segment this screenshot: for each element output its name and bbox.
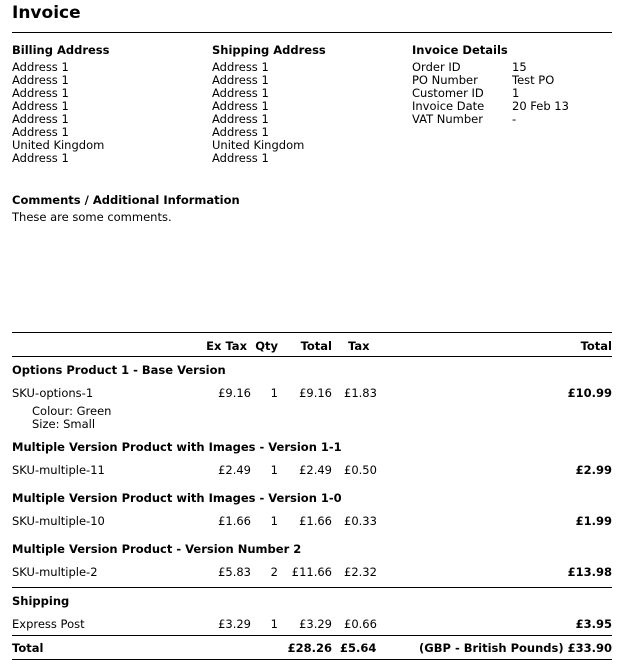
table-top-rule [12,332,612,333]
item-sku: SKU-multiple-11 [12,463,105,477]
details-label: Invoice Date [412,99,485,113]
item-total: £1.66 [299,514,332,528]
option-text: Colour: Green [32,404,112,418]
item-ex-tax: £2.49 [218,463,251,477]
shipping-address-heading: Shipping Address [212,43,326,57]
billing-line: Address 1 [12,112,69,126]
shipping-line: Address 1 [212,112,269,126]
item-qty: 2 [270,565,278,579]
item-row [12,463,612,477]
item-ex-tax: £1.66 [218,514,251,528]
item-sku: SKU-multiple-2 [12,565,98,579]
grand-total-label: Total [12,641,44,655]
details-value: 1 [512,86,520,100]
col-total: Total [300,339,332,353]
item-sku: SKU-multiple-10 [12,514,105,528]
billing-line: Address 1 [12,99,69,113]
item-qty: 1 [270,463,278,477]
product-name: Options Product 1 - Base Version [12,363,226,377]
item-tax: £1.83 [344,386,377,400]
billing-line: Address 1 [12,60,69,74]
shipping-line-total: £3.95 [575,617,612,631]
total-rule [12,635,612,636]
grand-total-amount: £28.26 [287,641,332,655]
item-row [12,386,612,400]
details-value: 20 Feb 13 [512,99,569,113]
item-total: £9.16 [299,386,332,400]
item-option [32,404,625,418]
bottom-rule [12,659,612,660]
item-tax: £0.33 [344,514,377,528]
option-text: Size: Small [32,417,96,431]
item-name [12,440,612,454]
item-tax: £2.32 [344,565,377,579]
shipping-line: Address 1 [212,99,269,113]
col-line-total: Total [580,339,612,353]
shipping-row [12,617,612,631]
shipping-line: United Kingdom [212,138,305,152]
header-rule [12,356,612,357]
shipping-total: £3.29 [299,617,332,631]
comments-text: These are some comments. [12,210,172,224]
shipping-line: Address 1 [212,151,269,165]
billing-line: Address 1 [12,73,69,87]
item-line-total: £10.99 [567,386,612,400]
invoice-title: Invoice [12,3,81,23]
shipping-address-lines [212,61,326,165]
item-line-total: £1.99 [575,514,612,528]
comments-heading: Comments / Additional Information [12,193,240,207]
title-divider [12,32,612,33]
item-name [12,491,612,505]
details-row-vat-number [412,113,569,126]
details-label: VAT Number [412,112,483,126]
col-tax: Tax [348,339,370,353]
shipping-qty: 1 [270,617,278,631]
billing-line: Address 1 [12,86,69,100]
product-name: Multiple Version Product - Version Number 2 [12,542,302,556]
billing-line: Address 1 [12,125,69,139]
table-header [12,339,612,353]
shipping-line: Address 1 [212,125,269,139]
product-name: Multiple Version Product with Images - Version 1-0 [12,491,342,505]
invoice-page [12,0,612,655]
item-ex-tax: £5.83 [218,565,251,579]
item-total: £2.49 [299,463,332,477]
details-value: Test PO [512,73,555,87]
billing-address-heading: Billing Address [12,43,110,57]
item-option [32,417,625,431]
shipping-method: Express Post [12,617,85,631]
shipping-heading: Shipping [12,594,70,608]
item-name [12,363,612,377]
billing-address-lines [12,61,109,165]
grand-total-row [12,641,612,655]
billing-line: Address 1 [12,151,69,165]
shipping-line: Address 1 [212,86,269,100]
invoice-details [412,43,569,126]
invoice-details-heading: Invoice Details [412,43,508,57]
item-qty: 1 [270,514,278,528]
item-name [12,542,612,556]
item-line-total: £2.99 [575,463,612,477]
item-line-total: £13.98 [567,565,612,579]
item-row [12,514,612,528]
billing-address [12,43,109,165]
details-value: 15 [512,60,527,74]
shipping-tax: £0.66 [344,617,377,631]
billing-line: United Kingdom [12,138,105,152]
item-total: £11.66 [291,565,332,579]
shipping-heading-row [12,594,612,608]
grand-total-gbp: (GBP - British Pounds) £33.90 [419,641,612,655]
details-label: Order ID [412,60,461,74]
comments-section [12,193,240,224]
shipping-line: Address 1 [212,60,269,74]
item-sku: SKU-options-1 [12,386,94,400]
shipping-line: Address 1 [212,73,269,87]
details-value: - [512,112,517,126]
product-name: Multiple Version Product with Images - Version 1-1 [12,440,342,454]
item-ex-tax: £9.16 [218,386,251,400]
shipping-address [212,43,326,165]
details-label: PO Number [412,73,478,87]
details-label: Customer ID [412,86,484,100]
item-qty: 1 [270,386,278,400]
shipping-ex-tax: £3.29 [218,617,251,631]
shipping-rule [12,587,612,588]
col-qty: Qty [255,339,278,353]
item-tax: £0.50 [344,463,377,477]
grand-total-tax: £5.64 [340,641,377,655]
item-row [12,565,612,579]
col-ex-tax: Ex Tax [206,339,247,353]
